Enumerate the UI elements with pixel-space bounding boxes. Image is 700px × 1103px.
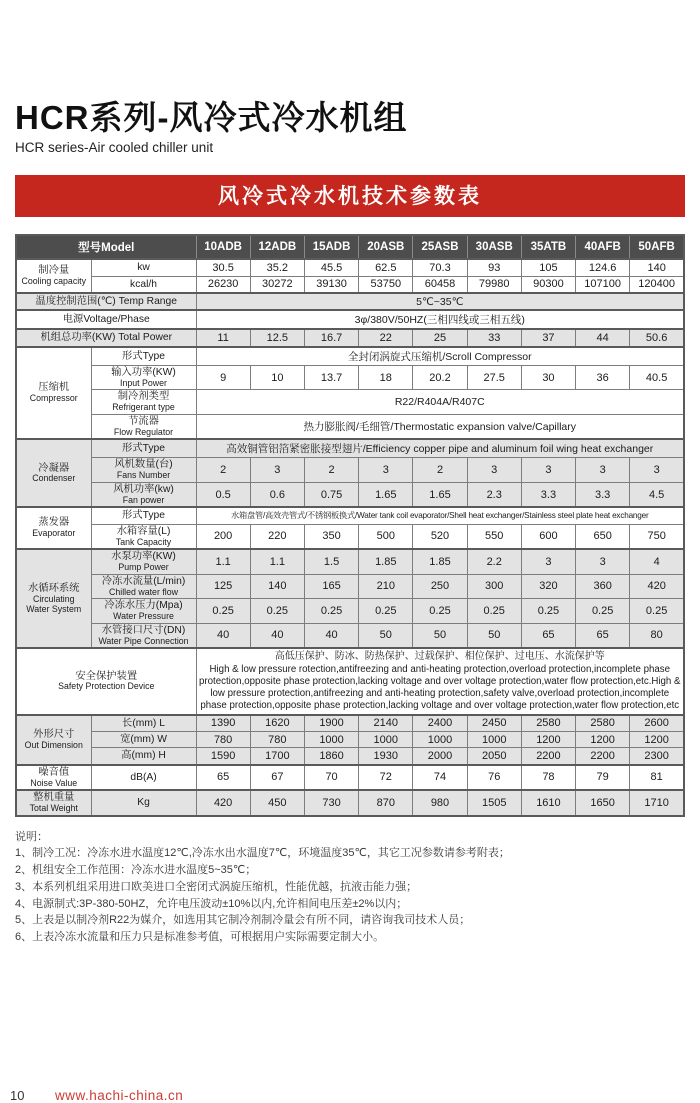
table-row [16,574,684,599]
row-label-cell [91,599,196,624]
label-line-primary: 噪音值 [38,766,70,778]
model-header-cell: 20ASB [359,235,413,259]
value-cell: 76 [467,765,521,791]
label-line-primary: 形式Type [122,510,165,522]
label-line-primary: 高(mm) H [121,750,166,762]
value-cell: 65 [576,623,630,648]
value-cell: 3 [630,458,684,483]
label-line-secondary: Flow Regulator [113,426,174,437]
value-cell: 35.2 [250,259,304,276]
row-label-cell [16,329,196,346]
value-cell: 3 [521,458,575,483]
value-cell: 40 [196,623,250,648]
value-cell: 550 [467,524,521,549]
value-cell: 2450 [467,715,521,732]
value-cell: 730 [304,790,358,816]
page-content [0,100,700,946]
label-line-secondary: Evaporator [32,528,76,539]
label-line-secondary: Cooling capacity [21,276,87,287]
label-line-primary: 水管接口尺寸(DN) [101,624,186,636]
row-label-cell [91,347,196,366]
value-cell: 124.6 [576,259,630,276]
value-cell: 1.65 [413,482,467,507]
value-cell: 107100 [576,276,630,293]
label-line-secondary: Water Pressure [113,611,174,621]
value-cell: 2580 [576,715,630,732]
row-label-cell [91,623,196,648]
model-header-cell: 40AFB [576,235,630,259]
table-row [16,731,684,747]
page-subtitle: HCR series-Air cooled chiller unit [15,140,214,156]
label-line-primary: 形式Type [122,350,165,362]
value-cell: 1620 [250,715,304,732]
page-number: 10 [10,1088,25,1103]
row-label-cell [91,482,196,507]
table-row [16,310,684,329]
row-label-cell [91,574,196,599]
span-value-cell: 3φ/380V/50HZ(三相四线或三相五线) [196,310,684,329]
value-cell: 120400 [630,276,684,293]
table-row [16,259,684,276]
value-cell: 90300 [521,276,575,293]
table-row [16,524,684,549]
label-line-primary: 水循环系统 [28,583,80,595]
value-cell: 13.7 [304,365,358,390]
value-cell: 1.5 [304,549,358,574]
label-line-primary: 冷冻水流量(L/min) [101,575,186,587]
row-label-cell [91,259,196,276]
note-line: 3、本系列机组采用进口欧美进口全密闭式涡旋压缩机，性能优越，抗液击能力强； [15,880,418,893]
value-cell: 33 [467,329,521,346]
label-line-primary: 宽(mm) W [120,733,167,745]
label-line-primary: 冷凝器 [38,462,70,474]
table-row [16,390,684,415]
value-cell: 79980 [467,276,521,293]
table-row [16,507,684,524]
value-cell: 780 [250,731,304,747]
value-cell: 53750 [359,276,413,293]
value-cell: 30 [521,365,575,390]
value-cell: 980 [413,790,467,816]
value-cell: 1505 [467,790,521,816]
label-line-primary: 水箱容量(L) [116,525,171,537]
spec-table [15,234,685,816]
value-cell: 40.5 [630,365,684,390]
model-header-label: 型号Model [16,235,196,259]
category-cell [16,507,91,549]
category-cell [16,549,91,648]
value-cell: 1860 [304,748,358,765]
label-line-secondary: Compressor [29,393,78,404]
value-cell: 50 [359,623,413,648]
label-line-primary: 冷冻水压力(Mpa) [104,600,183,612]
table-row [16,748,684,765]
value-cell: 125 [196,574,250,599]
span-value-cell: 水箱盘管/高效壳管式/不锈钢板换式/Water tank coil evaporator/Shell heat exchanger/Stainless steel plate heat exchanger [196,507,684,524]
value-cell: 1710 [630,790,684,816]
value-cell: 105 [521,259,575,276]
value-cell: 870 [359,790,413,816]
catalog-page [0,99,700,1103]
label-line-primary: 水泵功率(KW) [111,551,176,563]
value-cell: 3 [467,458,521,483]
label-line-secondary: Pump Power [118,562,169,572]
label-line-primary: 形式Type [122,443,165,455]
category-cell [16,765,91,791]
value-cell: 0.25 [521,599,575,624]
label-line-secondary: Out Dimension [24,739,83,750]
value-cell: 3 [576,549,630,574]
span-value-cell [196,648,684,714]
notes-heading: 说明： [15,830,48,843]
value-cell: 78 [521,765,575,791]
value-cell: 30.5 [196,259,250,276]
model-header-cell: 25ASB [413,235,467,259]
value-cell: 1200 [576,731,630,747]
table-row [16,329,684,346]
row-label-cell [91,731,196,747]
value-cell: 45.5 [304,259,358,276]
label-line-secondary: High & low pressure rotection,antifreezing and anti-heating protection,overload protection,incomplete phase protection,opposite phase protection,lacking voltage and over voltage protection,water flow protection,etc.High & low pressure protection,antifreezing and anti-heating protection,safety valve,overload protection,incomplete phase protection,opposite phase protection,lacking voltage and over voltage protection,water flow protection,etc [199,663,681,712]
table-row [16,365,684,390]
value-cell: 2.2 [467,549,521,574]
value-cell: 70 [304,765,358,791]
value-cell: 74 [413,765,467,791]
value-cell: 40 [250,623,304,648]
row-label-cell [91,439,196,458]
row-label-cell [91,507,196,524]
value-cell: 1930 [359,748,413,765]
value-cell: 10 [250,365,304,390]
row-label-cell [91,748,196,765]
table-row [16,293,684,310]
value-cell: 0.25 [359,599,413,624]
value-cell: 600 [521,524,575,549]
value-cell: 1.1 [250,549,304,574]
value-cell: 520 [413,524,467,549]
value-cell: 140 [250,574,304,599]
label-line-primary: 蒸发器 [38,517,70,529]
label-line-secondary: Tank Capacity [115,536,172,547]
span-value-cell: R22/R404A/R407C [196,390,684,415]
value-cell: 9 [196,365,250,390]
value-cell: 1390 [196,715,250,732]
value-cell: 1200 [521,731,575,747]
value-cell: 2200 [521,748,575,765]
website-link[interactable]: www.hachi-china.cn [55,1088,184,1103]
value-cell: 360 [576,574,630,599]
row-label-cell [91,715,196,732]
value-cell: 72 [359,765,413,791]
value-cell: 220 [250,524,304,549]
value-cell: 750 [630,524,684,549]
value-cell: 11 [196,329,250,346]
table-row [16,549,684,574]
row-label-cell [91,365,196,390]
label-line-primary: 输入功率(KW) [111,366,176,378]
value-cell: 81 [630,765,684,791]
value-cell: 1000 [359,731,413,747]
table-header-row [16,235,684,259]
label-line-primary: 高低压保护、防冰、防热保护、过载保护、相位保护、过电压、水流保护等 [274,651,605,663]
value-cell: 60458 [413,276,467,293]
label-line-secondary: Chilled water flow [109,586,178,597]
table-row [16,715,684,732]
value-cell: 62.5 [359,259,413,276]
value-cell: 2.3 [467,482,521,507]
model-header-cell: 12ADB [250,235,304,259]
table-row [16,439,684,458]
value-cell: 67 [250,765,304,791]
value-cell: 44 [576,329,630,346]
value-cell: 0.75 [304,482,358,507]
value-cell: 3 [359,458,413,483]
value-cell: 1000 [467,731,521,747]
value-cell: 1000 [304,731,358,747]
value-cell: 210 [359,574,413,599]
table-row [16,347,684,366]
value-cell: 2400 [413,715,467,732]
note-line: 6、上表冷冻水流量和压力只是标准参考值，可根据用户实际需要定制大小。 [15,930,385,943]
value-cell: 22 [359,329,413,346]
note-line: 2、机组安全工作范围：冷冻水进水温度5~35℃； [15,864,257,877]
label-line-primary: kcal/h [130,278,157,290]
value-cell: 79 [576,765,630,791]
value-cell: 1200 [630,731,684,747]
table-row [16,458,684,483]
span-value-cell: 全封闭涡旋式压缩机/Scroll Compressor [196,347,684,366]
value-cell: 420 [196,790,250,816]
value-cell: 65 [521,623,575,648]
value-cell: 320 [521,574,575,599]
value-cell: 3 [521,549,575,574]
table-row [16,648,684,714]
value-cell: 1.85 [413,549,467,574]
category-cell [16,790,91,816]
value-cell: 0.25 [196,599,250,624]
table-row [16,414,684,439]
table-row [16,482,684,507]
value-cell: 2 [413,458,467,483]
value-cell: 500 [359,524,413,549]
value-cell: 450 [250,790,304,816]
value-cell: 1.65 [359,482,413,507]
value-cell: 300 [467,574,521,599]
value-cell: 780 [196,731,250,747]
value-cell: 27.5 [467,365,521,390]
value-cell: 0.25 [630,599,684,624]
row-label-cell [91,458,196,483]
value-cell: 0.25 [576,599,630,624]
label-line-secondary: Circulating [32,593,75,604]
row-label-cell [91,790,196,816]
value-cell: 2600 [630,715,684,732]
row-label-cell [91,524,196,549]
value-cell: 93 [467,259,521,276]
value-cell: 70.3 [413,259,467,276]
label-line-primary: 节流器 [128,415,159,427]
category-cell [16,347,91,440]
label-line-primary: 安全保护装置 [75,670,138,682]
note-line: 5、上表是以制冷剂R22为媒介，如选用其它制冷剂制冷量会有所不同，请咨询我司技术人员； [15,914,471,927]
note-line: 1、制冷工况：冷冻水进水温度12℃,冷冻水出水温度7℃，环境温度35℃，其它工况参数请参考附表； [15,847,510,860]
label-line-secondary: Refrigerant type [112,402,175,413]
label-line-primary: 压缩机 [38,382,70,394]
value-cell: 2580 [521,715,575,732]
value-cell: 1900 [304,715,358,732]
table-row [16,790,684,816]
span-value-cell: 热力膨胀阀/毛细管/Thermostatic expansion valve/Capillary [196,414,684,439]
label-line-primary: 长(mm) L [122,717,165,729]
value-cell: 50.6 [630,329,684,346]
value-cell: 36 [576,365,630,390]
value-cell: 0.25 [413,599,467,624]
row-label-cell [91,549,196,574]
value-cell: 350 [304,524,358,549]
row-label-cell [91,390,196,415]
value-cell: 1.1 [196,549,250,574]
model-header-cell: 15ADB [304,235,358,259]
label-line-primary: dB(A) [130,771,157,783]
value-cell: 1.85 [359,549,413,574]
value-cell: 2 [304,458,358,483]
value-cell: 4.5 [630,482,684,507]
label-line-primary: 风机数量(台) [114,459,173,471]
value-cell: 3.3 [521,482,575,507]
table-row [16,765,684,791]
value-cell: 39130 [304,276,358,293]
note-line: 4、电源制式:3P-380-50HZ，允许电压波动±10%以内,允许相间电压差±2%以内； [15,897,408,910]
value-cell: 2200 [576,748,630,765]
value-cell: 420 [630,574,684,599]
row-label-cell [16,293,196,310]
value-cell: 2000 [413,748,467,765]
value-cell: 30272 [250,276,304,293]
value-cell: 0.25 [304,599,358,624]
category-cell [16,439,91,507]
category-cell [16,259,91,293]
label-line-primary: 风机功率(kw) [113,483,174,495]
value-cell: 26230 [196,276,250,293]
value-cell: 3 [250,458,304,483]
span-value-cell: 高效铜管铝箔紧密胀接型翅片/Efficiency copper pipe and aluminum foil wing heat exchanger [196,439,684,458]
model-header-cell: 10ADB [196,235,250,259]
notes-block [15,829,685,946]
value-cell: 0.6 [250,482,304,507]
value-cell: 3.3 [576,482,630,507]
label-line-secondary: Noise Value [30,777,78,788]
value-cell: 1700 [250,748,304,765]
value-cell: 1650 [576,790,630,816]
value-cell: 200 [196,524,250,549]
value-cell: 1590 [196,748,250,765]
value-cell: 65 [196,765,250,791]
page-title: HCR系列-风冷式冷水机组 [15,99,408,136]
value-cell: 650 [576,524,630,549]
model-header-cell: 35ATB [521,235,575,259]
value-cell: 12.5 [250,329,304,346]
value-cell: 80 [630,623,684,648]
label-line-primary: 制冷剂类型 [117,391,170,403]
row-label-cell [16,648,196,714]
value-cell: 50 [467,623,521,648]
label-line-secondary: Fans Number [116,470,171,481]
value-cell: 250 [413,574,467,599]
value-cell: 3 [576,458,630,483]
value-cell: 25 [413,329,467,346]
row-label-cell [91,765,196,791]
label-line-primary: 温度控制范围(℃) Temp Range [35,296,177,308]
label-line-primary: Kg [137,797,150,809]
value-cell: 16.7 [304,329,358,346]
label-line-primary: 制冷量 [38,265,70,277]
table-row [16,623,684,648]
value-cell: 4 [630,549,684,574]
label-line-secondary: Fan power [122,494,165,505]
label-line-secondary: Condenser [32,473,76,484]
label-line-secondary: Water Pipe Connection [98,635,189,646]
label-line-secondary: Water System [26,603,82,614]
row-label-cell [91,414,196,439]
value-cell: 2050 [467,748,521,765]
row-label-cell [91,276,196,293]
value-cell: 40 [304,623,358,648]
value-cell: 0.25 [467,599,521,624]
label-line-primary: 电源Voltage/Phase [62,314,150,326]
value-cell: 18 [359,365,413,390]
value-cell: 0.25 [250,599,304,624]
model-header-cell: 30ASB [467,235,521,259]
model-header-cell: 50AFB [630,235,684,259]
spec-table-body [16,235,684,815]
label-line-secondary: Input Power [120,377,167,388]
label-line-primary: 外形尺寸 [33,728,75,740]
label-line-primary: 机组总功率(KW) Total Power [40,332,173,344]
table-row [16,599,684,624]
table-row [16,276,684,293]
value-cell: 140 [630,259,684,276]
value-cell: 37 [521,329,575,346]
row-label-cell [16,310,196,329]
value-cell: 2140 [359,715,413,732]
label-line-primary: kw [137,262,150,274]
value-cell: 1610 [521,790,575,816]
value-cell: 50 [413,623,467,648]
value-cell: 2300 [630,748,684,765]
value-cell: 2 [196,458,250,483]
value-cell: 165 [304,574,358,599]
value-cell: 1000 [413,731,467,747]
label-line-secondary: Safety Protection Device [58,681,155,692]
category-cell [16,715,91,765]
value-cell: 20.2 [413,365,467,390]
value-cell: 0.5 [196,482,250,507]
section-banner: 风冷式冷水机技术参数表 [15,175,685,217]
span-value-cell: 5℃~35℃ [196,293,684,310]
label-line-secondary: Total Weight [29,803,78,813]
label-line-primary: 整机重量 [33,792,75,804]
